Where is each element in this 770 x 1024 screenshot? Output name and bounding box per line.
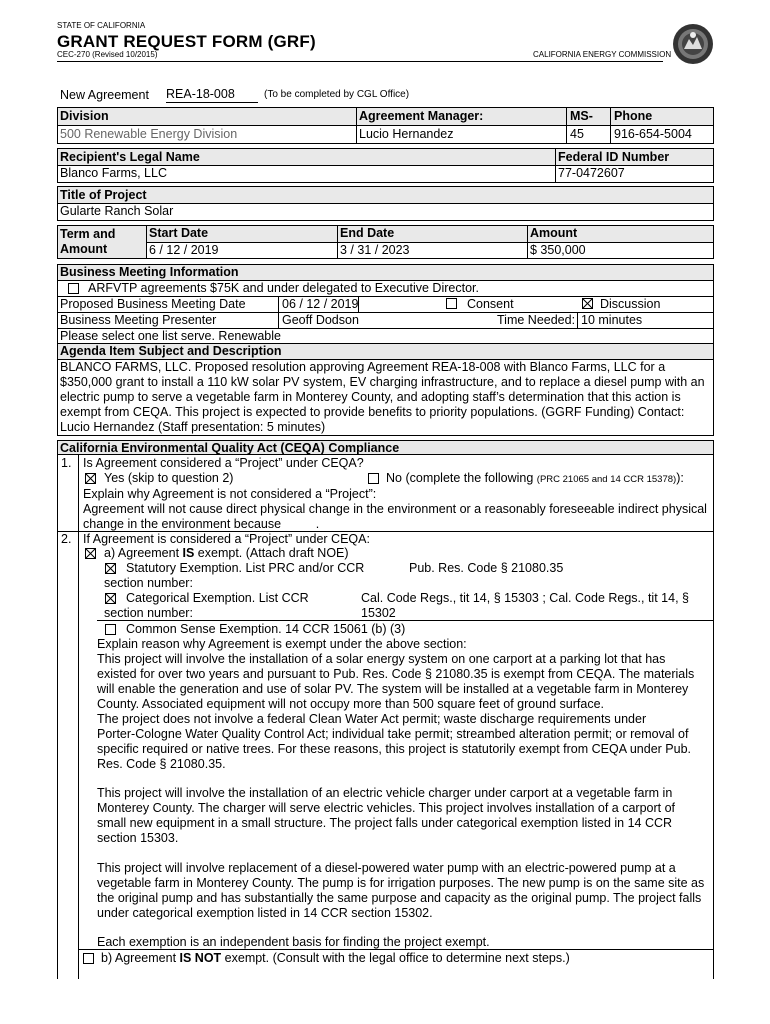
q1-no-close: ):: [676, 471, 684, 485]
statutory-section-label: section number:: [104, 576, 193, 590]
exemption-reason-pump[interactable]: [97, 861, 713, 921]
categorical-exemption-label: Categorical Exemption. List CCR: [126, 591, 309, 605]
q1-number: 1.: [61, 456, 72, 470]
reason-line: vegetable farm in Monterey County. The pump is for irrigation purposes. The new pump is on the same site as: [97, 876, 705, 890]
state-label: STATE OF CALIFORNIA: [57, 21, 146, 30]
ms-label: MS-: [570, 109, 593, 123]
ceqa-label: California Environmental Quality Act (CEQA) Compliance: [60, 441, 400, 455]
q1-text: Is Agreement considered a “Project” under CEQA?: [83, 456, 364, 470]
categorical-exemption-value-cont[interactable]: 15302: [361, 606, 396, 620]
consent-label: Consent: [467, 297, 514, 311]
end-date-label: End Date: [340, 226, 395, 240]
is-not-exempt-checkbox[interactable]: [83, 953, 94, 964]
explain-not-project-label: Explain why Agreement is not considered a “Project”:: [83, 487, 377, 501]
presenter-label: Business Meeting Presenter: [60, 313, 217, 327]
project-title-value[interactable]: Gularte Ranch Solar: [60, 204, 174, 218]
ms-value[interactable]: 45: [570, 127, 584, 141]
reason-line: The project does not involve a federal Clean Water Act permit; waste discharge requirements under: [97, 712, 647, 726]
agenda-line: $350,000 grant to install a 110 kW solar PV system, EV charging infrastructure, and to replace a diesel pump with an: [60, 375, 705, 389]
common-sense-exemption-checkbox[interactable]: [105, 624, 116, 635]
energy-commission-seal-icon: [672, 23, 714, 65]
reason-line: This project will involve replacement of a diesel-powered water pump with an electric-powered pump at a: [97, 861, 676, 875]
categorical-exemption-value[interactable]: Cal. Code Regs., tit 14, § 15303 ; Cal. Code Regs., tit 14, §: [361, 591, 689, 605]
agreement-note: (To be completed by CGL Office): [264, 89, 410, 100]
new-agreement-label: New Agreement: [60, 88, 149, 102]
explain-exempt-label: Explain reason why Agreement is exempt under the above section:: [97, 637, 467, 651]
business-meeting-label: Business Meeting Information: [60, 265, 239, 279]
q1-no-checkbox[interactable]: [368, 473, 379, 484]
term-label: Term and: [60, 227, 116, 241]
recipient-value[interactable]: Blanco Farms, LLC: [60, 166, 167, 180]
arfvtp-checkbox[interactable]: [68, 283, 79, 294]
is-exempt-suffix: exempt. (Attach draft NOE): [194, 546, 349, 560]
is-not-exempt-emphasis: IS NOT: [179, 951, 222, 965]
agency-name: CALIFORNIA ENERGY COMMISSION: [533, 50, 672, 59]
discussion-checkbox[interactable]: [582, 298, 593, 309]
agenda-line: Lucio Hernandez (Staff presentation: 5 minutes): [60, 420, 326, 434]
reason-line: specific required or native trees. For these reasons, this project is statutorily exempt from CEQA under Pub.: [97, 742, 692, 756]
federal-id-value[interactable]: 77-0472607: [558, 166, 625, 180]
amount-label: Amount: [530, 226, 578, 240]
reason-line: This project will involve the installation of a solar energy system on one carport at a parking lot that has: [97, 652, 666, 666]
reason-line: section 15303.: [97, 831, 179, 845]
is-exempt-emphasis: IS: [182, 546, 195, 560]
statutory-exemption-checkbox[interactable]: [105, 563, 116, 574]
time-needed-label: Time Needed:: [497, 313, 576, 327]
proposed-date-label: Proposed Business Meeting Date: [60, 297, 246, 311]
exemption-reason-solar[interactable]: [97, 652, 713, 772]
list-serve-text[interactable]: Please select one list serve. Renewable: [60, 329, 281, 343]
is-exempt-checkbox[interactable]: [85, 548, 96, 559]
q1-no-reference: (PRC 21065 and 14 CCR 15378): [536, 474, 677, 485]
consent-checkbox[interactable]: [446, 298, 457, 309]
q2-text: If Agreement is considered a “Project” under CEQA:: [83, 532, 370, 546]
form-number: CEC-270 (Revised 10/2015): [57, 50, 158, 59]
categorical-exemption-checkbox[interactable]: [105, 593, 116, 604]
reason-line: small new equipment in a small structure. The project falls under categorical exemption listed in 14 CCR: [97, 816, 673, 830]
reason-line: Porter-Cologne Water Quality Control Act; individual take permit; streambed alteration permit; or removal of: [97, 727, 689, 741]
is-not-exempt-prefix: b) Agreement: [101, 951, 180, 965]
q1-yes-checkbox[interactable]: [85, 473, 96, 484]
explanation-line: change in the environment because .: [83, 517, 320, 531]
q1-yes-label: Yes (skip to question 2): [104, 471, 234, 485]
agenda-label: Agenda Item Subject and Description: [60, 344, 282, 358]
recipient-label: Recipient's Legal Name: [60, 150, 200, 164]
start-date-label: Start Date: [149, 226, 209, 240]
reason-line: the original pump and has substantially the same purpose and capacity as the original pump. The project falls: [97, 891, 702, 905]
phone-value[interactable]: 916-654-5004: [614, 127, 692, 141]
phone-label: Phone: [614, 109, 653, 123]
proposed-date-value[interactable]: 06 / 12 / 2019: [282, 297, 359, 311]
reason-line: This project will involve the installation of an electric vehicle charger under carport at a vegetable farm in: [97, 786, 673, 800]
amount-row-label: Amount: [60, 242, 108, 256]
form-title: GRANT REQUEST FORM (GRF): [57, 32, 316, 51]
is-not-exempt-label: [101, 951, 570, 966]
is-exempt-prefix: a) Agreement: [104, 546, 183, 560]
is-exempt-label: [104, 546, 349, 561]
division-label: Division: [60, 109, 109, 123]
federal-id-label: Federal ID Number: [558, 150, 670, 164]
statutory-exemption-value[interactable]: Pub. Res. Code § 21080.35: [409, 561, 564, 575]
time-needed-value[interactable]: 10 minutes: [581, 313, 643, 327]
arfvtp-text: ARFVTP agreements $75K and under delegated to Executive Director.: [88, 281, 479, 295]
discussion-label: Discussion: [600, 297, 661, 311]
categorical-section-label: section number:: [104, 606, 193, 620]
is-not-exempt-suffix: exempt. (Consult with the legal office to determine next steps.): [221, 951, 570, 965]
agreement-manager-value[interactable]: Lucio Hernandez: [359, 127, 454, 141]
q1-no-text: No (complete the following: [386, 471, 534, 485]
amount-value[interactable]: $ 350,000: [530, 243, 586, 257]
agenda-line: electric pump to serve a vegetable farm in Monterey County, and adopting staff’s determination that this action is: [60, 390, 681, 404]
reason-line: existed for over two years and pursuant to Pub. Res. Code § 21080.35 is exempt from CEQA. The materials: [97, 667, 695, 681]
reason-line: Res. Code § 21080.35.: [97, 757, 226, 771]
agreement-number[interactable]: REA-18-008: [166, 87, 258, 103]
explanation-line: Agreement will not cause direct physical change in the environment or a reasonably foreseeable indirect physical: [83, 502, 707, 516]
exemption-reason-ev[interactable]: [97, 786, 713, 846]
q1-no-label: [386, 471, 684, 487]
end-date-value[interactable]: 3 / 31 / 2023: [340, 243, 410, 257]
reason-line: County. Associated equipment will not occupy more than 500 square feet of ground surface.: [97, 697, 605, 711]
agenda-description[interactable]: [60, 360, 714, 435]
agreement-manager-label: Agreement Manager:: [359, 109, 484, 123]
reason-line: Monterey County. The charger will serve electric vehicles. This project involves installation of a carport of: [97, 801, 676, 815]
statutory-exemption-label: Statutory Exemption. List PRC and/or CCR: [126, 561, 365, 575]
start-date-value[interactable]: 6 / 12 / 2019: [149, 243, 219, 257]
presenter-value[interactable]: Geoff Dodson: [282, 313, 359, 327]
independent-basis-text: Each exemption is an independent basis for finding the project exempt.: [97, 935, 490, 949]
division-value[interactable]: 500 Renewable Energy Division: [60, 127, 238, 141]
project-title-label: Title of Project: [60, 188, 147, 202]
common-sense-exemption-label: Common Sense Exemption. 14 CCR 15061 (b) (3): [126, 622, 406, 636]
agenda-line: exempt from CEQA. This project is expected to provide benefits to priority populations. (GGRF Funding) Contact:: [60, 405, 685, 419]
reason-line: will enable the generation and use of solar PV. The system will be installed at a vegetable farm in Monterey: [97, 682, 689, 696]
q2-number: 2.: [61, 532, 72, 546]
reason-line: under categorical exemption listed in 14 CCR section 15302.: [97, 906, 433, 920]
not-project-explanation[interactable]: [83, 502, 713, 532]
agenda-line: BLANCO FARMS, LLC. Proposed resolution approving Agreement REA-18-008 with Blanco Farms, LLC for a: [60, 360, 666, 374]
